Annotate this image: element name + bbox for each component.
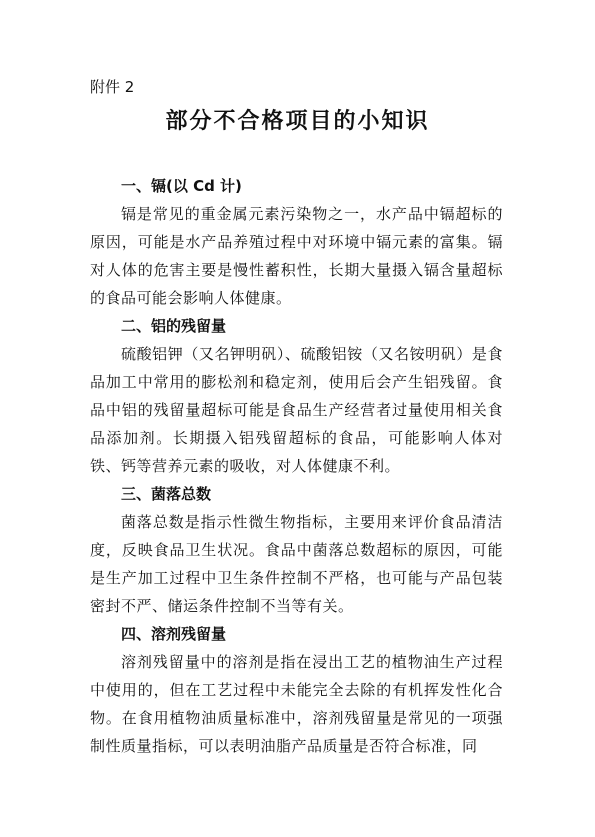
section-heading: 三、菌落总数	[121, 485, 212, 503]
section-paragraph: 硫酸铝钾（又名钾明矾）、硫酸铝铵（又名铵明矾）是食品加工中常用的膨松剂和稳定剂，使用后会产生铝残留。食品中铝的残留量超标可能是食品生产经营者过量使用相关食品添加剂。长期摄入铝残留超标的食品，可能影响人体对铁、钙等营养元素的吸收，对人体健康不利。	[90, 345, 503, 475]
section-cadmium	[90, 172, 503, 312]
section-aluminum	[90, 312, 503, 480]
section-heading: 二、铝的残留量	[121, 317, 227, 335]
section-heading: 一、镉(以 Cd 计)	[121, 177, 242, 195]
document-body	[90, 172, 503, 760]
section-heading: 四、溶剂残留量	[121, 625, 227, 643]
document-title: 部分不合格项目的小知识	[165, 109, 430, 134]
section-colony-count	[90, 480, 503, 620]
attachment-label: 附件 2	[90, 78, 135, 96]
section-paragraph: 溶剂残留量中的溶剂是指在浸出工艺的植物油生产过程中使用的，但在工艺过程中未能完全去除的有机挥发性化合物。在食用植物油质量标准中，溶剂残留量是常见的一项强制性质量指标，可以表明油脂产品质量是否符合标准，同	[90, 653, 503, 755]
section-solvent-residue	[90, 620, 503, 760]
section-paragraph: 菌落总数是指示性微生物指标，主要用来评价食品清洁度，反映食品卫生状况。食品中菌落总数超标的原因，可能是生产加工过程中卫生条件控制不严格，也可能与产品包装密封不严、储运条件控制不当等有关。	[90, 513, 503, 615]
section-paragraph: 镉是常见的重金属元素污染物之一，水产品中镉超标的原因，可能是水产品养殖过程中对环境中镉元素的富集。镉对人体的危害主要是慢性蓄积性，长期大量摄入镉含量超标的食品可能会影响人体健康。	[90, 205, 503, 307]
